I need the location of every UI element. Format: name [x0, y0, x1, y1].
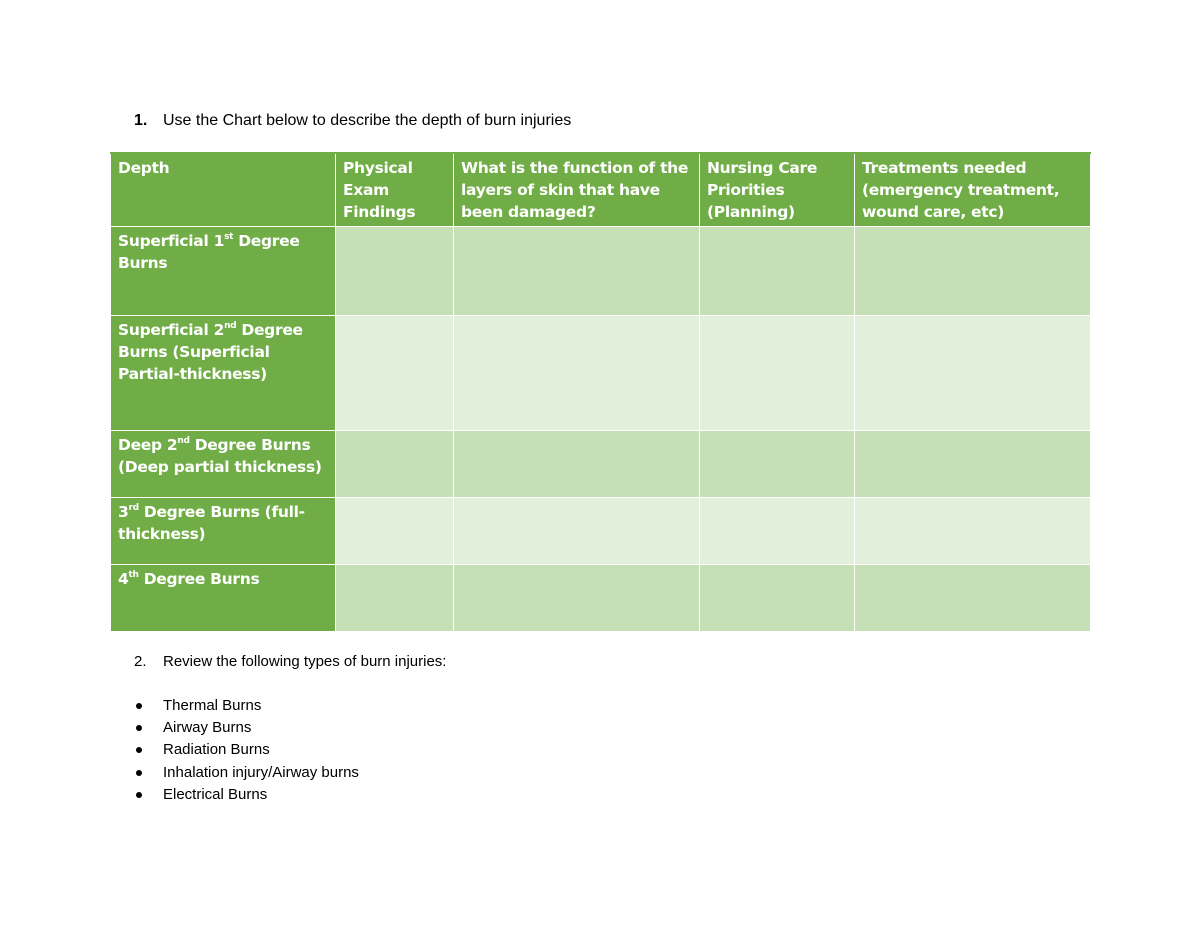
burn-depth-table	[110, 152, 1091, 632]
answer-cell[interactable]	[855, 498, 1091, 565]
bullet-icon	[136, 792, 142, 798]
table-row	[111, 227, 1091, 316]
bullet-icon	[136, 725, 142, 731]
row-label-4th: 4th Degree Burns	[111, 565, 336, 632]
answer-cell[interactable]	[454, 565, 700, 632]
burn-types-list	[134, 695, 359, 806]
answer-cell[interactable]	[454, 227, 700, 316]
answer-cell[interactable]	[336, 565, 454, 632]
list-item: Inhalation injury/Airway burns	[134, 762, 359, 784]
answer-cell[interactable]	[855, 431, 1091, 498]
answer-cell[interactable]	[700, 431, 855, 498]
header-depth: Depth	[111, 153, 336, 227]
answer-cell[interactable]	[336, 227, 454, 316]
header-treatments-needed: Treatments needed (emergency treatment, wound care, etc)	[855, 153, 1091, 227]
question-2-text: Review the following types of burn injuries:	[163, 653, 447, 670]
question-2-number: 2.	[134, 653, 147, 670]
answer-cell[interactable]	[454, 498, 700, 565]
answer-cell[interactable]	[700, 316, 855, 431]
answer-cell[interactable]	[336, 316, 454, 431]
list-item: Electrical Burns	[134, 784, 359, 806]
table-row	[111, 431, 1091, 498]
list-item: Airway Burns	[134, 717, 359, 739]
table-row	[111, 565, 1091, 632]
header-physical-exam-findings: Physical Exam Findings	[336, 153, 454, 227]
header-skin-layer-function: What is the function of the layers of skin that have been damaged?	[454, 153, 700, 227]
answer-cell[interactable]	[700, 227, 855, 316]
answer-cell[interactable]	[336, 431, 454, 498]
list-item: Thermal Burns	[134, 695, 359, 717]
answer-cell[interactable]	[700, 498, 855, 565]
answer-cell[interactable]	[454, 431, 700, 498]
answer-cell[interactable]	[336, 498, 454, 565]
row-label-3rd: 3rd Degree Burns (full-thickness)	[111, 498, 336, 565]
answer-cell[interactable]	[855, 316, 1091, 431]
question-1-text: Use the Chart below to describe the depth of burn injuries	[163, 112, 572, 129]
bullet-icon	[136, 703, 142, 709]
row-label-superficial-1st: Superficial 1st Degree Burns	[111, 227, 336, 316]
table-row	[111, 498, 1091, 565]
question-1	[134, 110, 571, 132]
table-row	[111, 316, 1091, 431]
list-item: Radiation Burns	[134, 739, 359, 761]
table-header-row	[111, 153, 1091, 227]
answer-cell[interactable]	[855, 565, 1091, 632]
row-label-deep-2nd: Deep 2nd Degree Burns (Deep partial thickness)	[111, 431, 336, 498]
row-label-superficial-2nd: Superficial 2nd Degree Burns (Superficial Partial-thickness)	[111, 316, 336, 431]
answer-cell[interactable]	[855, 227, 1091, 316]
answer-cell[interactable]	[700, 565, 855, 632]
question-1-number: 1.	[134, 112, 148, 129]
bullet-icon	[136, 770, 142, 776]
bullet-icon	[136, 747, 142, 753]
header-nursing-care-priorities: Nursing Care Priorities (Planning)	[700, 153, 855, 227]
question-2	[134, 651, 446, 673]
answer-cell[interactable]	[454, 316, 700, 431]
